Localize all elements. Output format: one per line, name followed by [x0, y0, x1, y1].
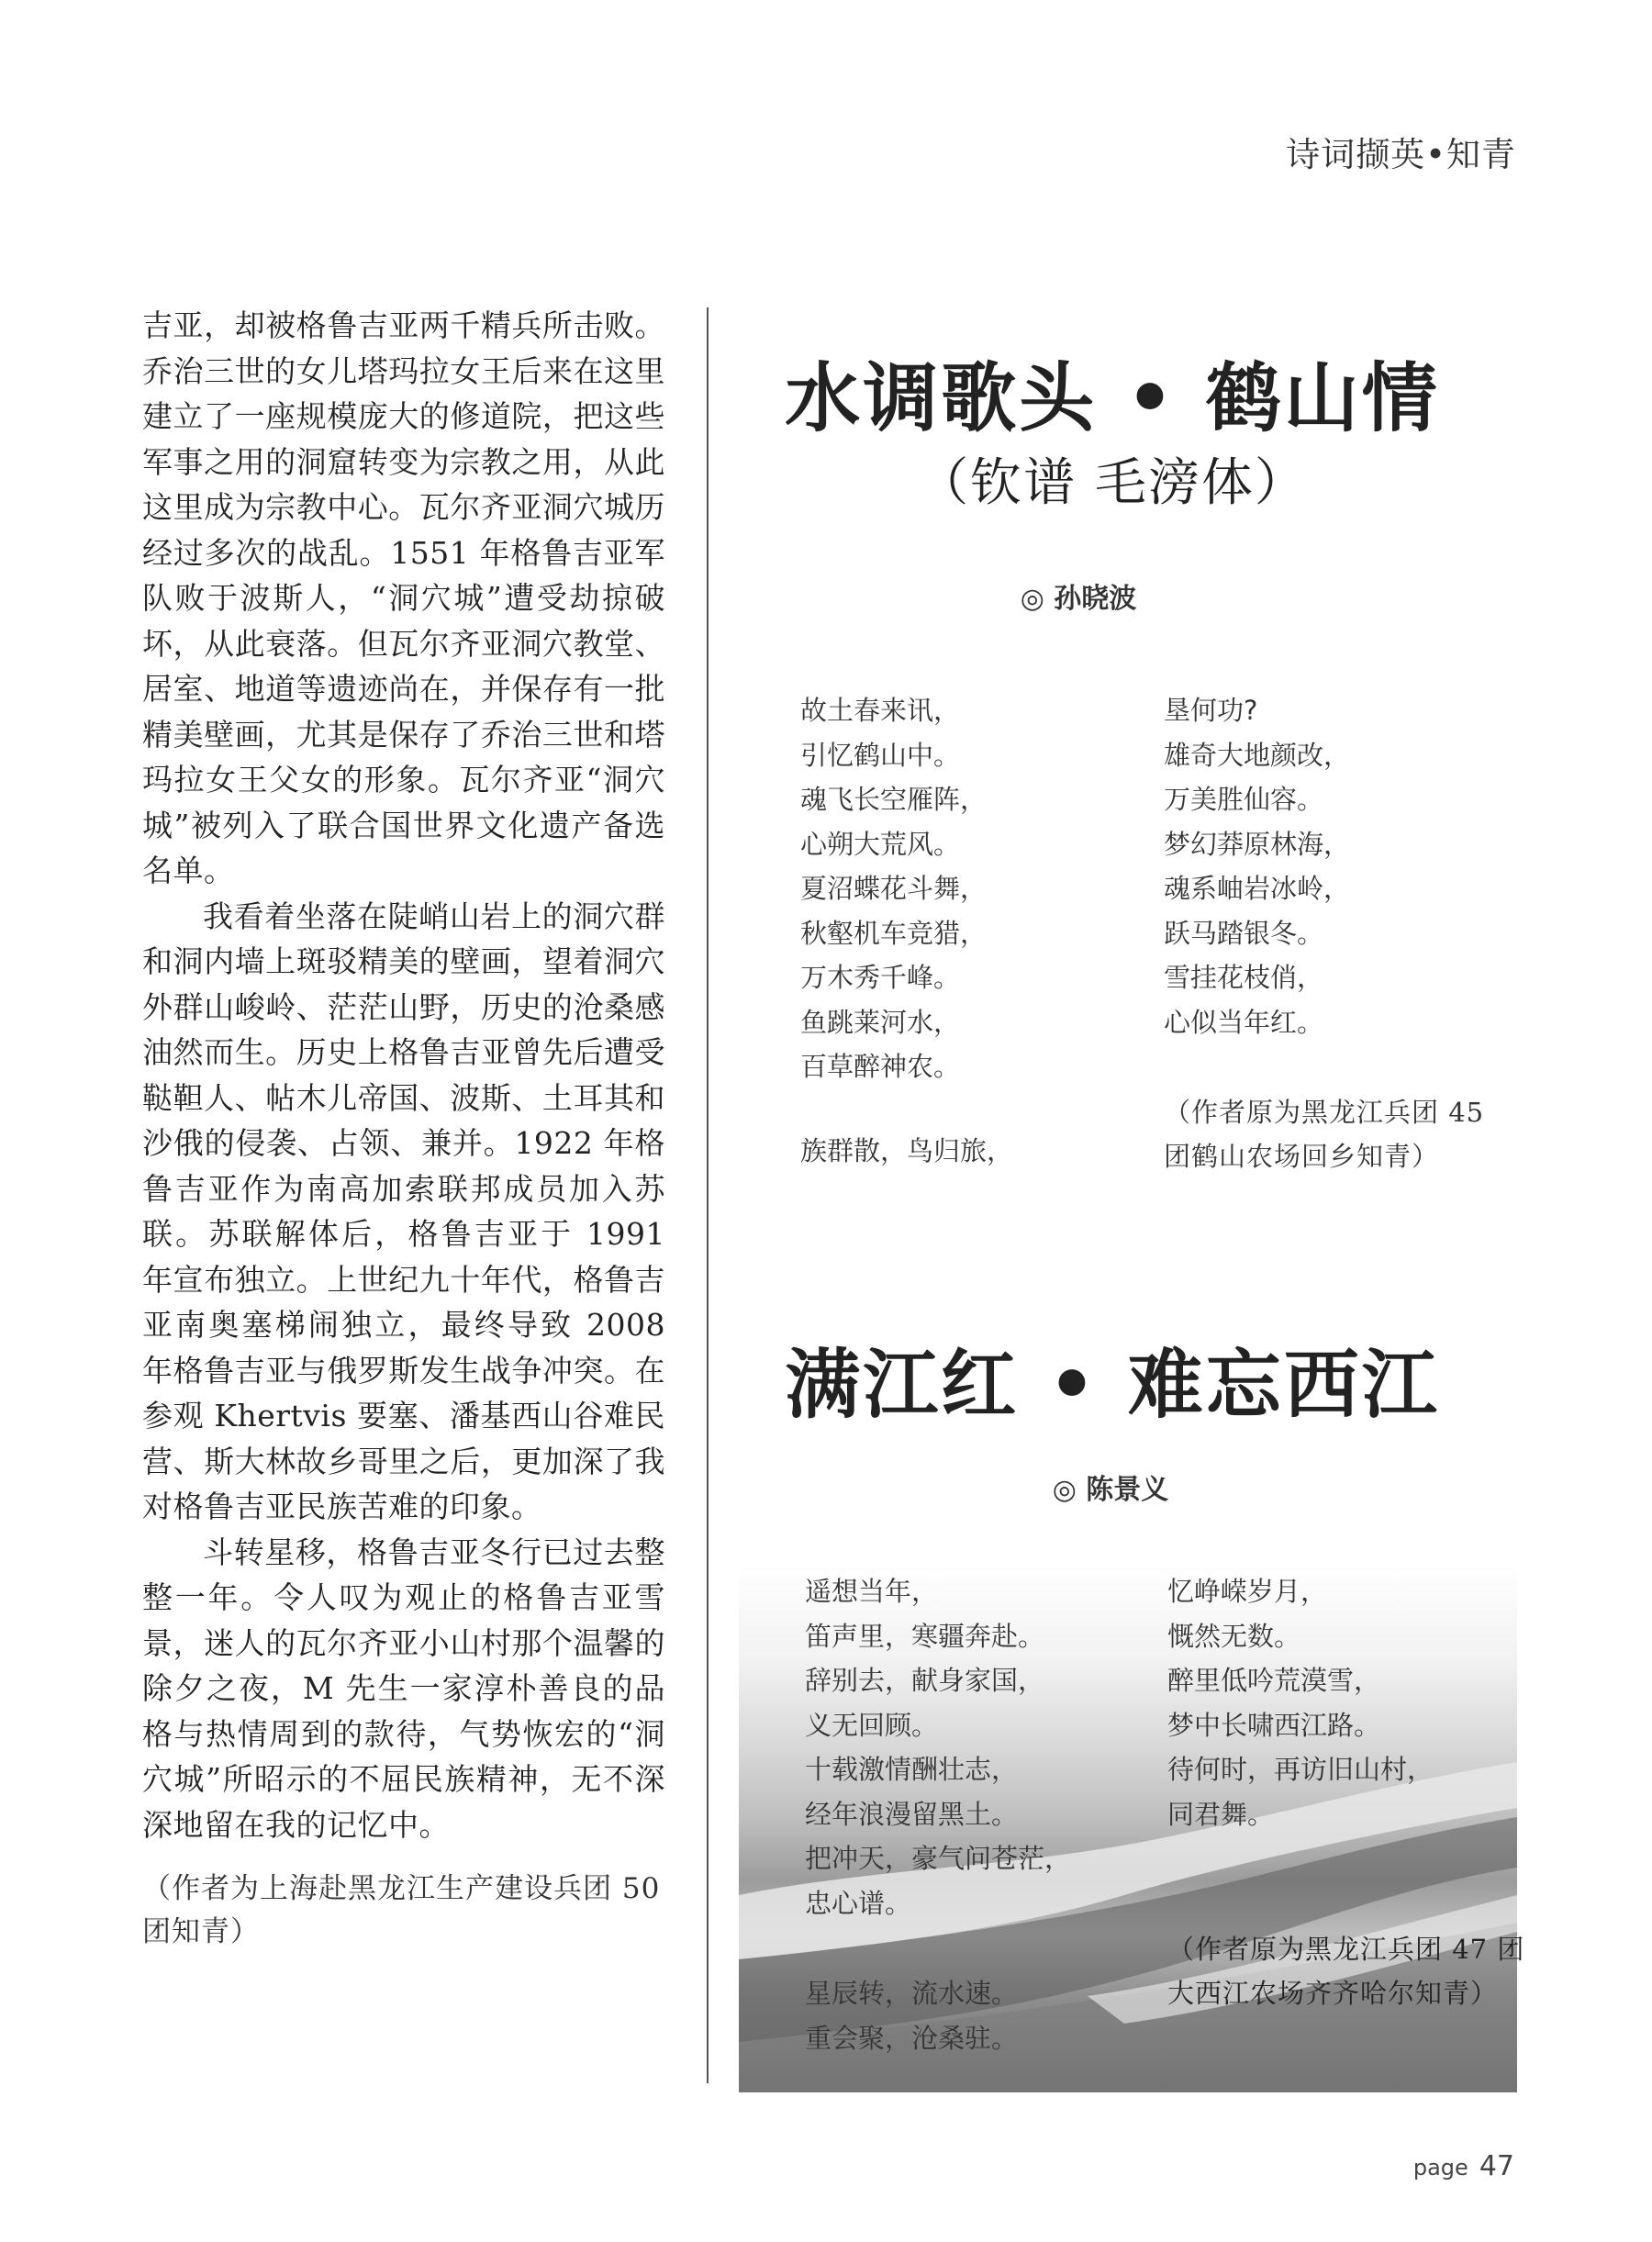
verse-line: 忆峥嵘岁月，: [1167, 1576, 1328, 1607]
page-footer: [1413, 2150, 1514, 2182]
poem2-stanza-a2: [805, 1971, 1018, 2060]
verse-line: 经年浪漫留黑土。: [805, 1798, 1019, 1830]
section-header: 诗词撷英•知青: [1286, 135, 1516, 174]
verse-line: 跃马踏银冬。: [1164, 917, 1324, 949]
column-divider: [707, 307, 709, 2083]
poem1-stanza-a: [800, 688, 987, 1089]
verse-line: 故土春来讯，: [800, 695, 961, 726]
verse-line: 垦何功?: [1164, 695, 1258, 726]
verse-line: 心似当年红。: [1164, 1006, 1324, 1038]
verse-line: 笛声里，寒疆奔赴。: [805, 1620, 1045, 1652]
poem1-author-note: （作者原为黑龙江兵团 45 团鹤山农场回乡知青）: [1164, 1097, 1485, 1172]
poem2-author-note: （作者原为黑龙江兵团 47 团大西江农场齐齐哈尔知青）: [1167, 1934, 1525, 2009]
poem1-author: ◎ 孙晓波: [1020, 583, 1137, 615]
verse-line: 万木秀千峰。: [800, 962, 961, 993]
verse-line: 遥想当年，: [805, 1576, 939, 1607]
article-column: [142, 303, 665, 1954]
poem1-subtitle: （钦谱 毛滂体）: [917, 453, 1308, 513]
page-label: page: [1412, 2155, 1468, 2181]
verse-line: 醉里低吟荒漠雪，: [1167, 1665, 1381, 1696]
verse-line: 慨然无数。: [1167, 1620, 1301, 1652]
verse-line: 忠心谱。: [805, 1887, 912, 1919]
verse-line: 万美胜仙容。: [1164, 784, 1324, 815]
page-number: 47: [1479, 2150, 1514, 2182]
verse-line: 雄奇大地颜改，: [1164, 739, 1351, 771]
verse-line: 辞别去，献身家国，: [805, 1665, 1045, 1696]
poem2-stanza-a: [805, 1569, 1071, 1925]
poem1-stanza-a2: [800, 1129, 1013, 1174]
article-paragraph-2: 我看着坐落在陡峭山岩上的洞穴群和洞内墙上斑驳精美的壁画，望着洞穴外群山峻岭、茫茫山野，历史的沧桑感油然而生。历史上格鲁吉亚曾先后遭受鞑靼人、帖木儿帝国、波斯、土耳其和沙俄的侵袭、占领、兼并。1922 年格鲁吉亚作为南高加索联邦成员加入苏联。苏联解体后，格鲁吉亚于 1991 年宣布独立。上世纪九十年代，格鲁吉亚南奥塞梯闹独立，最终导致 2008 年格鲁吉亚与俄罗斯发生战争冲突。在参观 Khertvis 要塞、潘基西山谷难民营、斯大林故乡哥里之后，更加深了我对格鲁吉亚民族苦难的印象。: [142, 898, 665, 1524]
verse-line: 星辰转，流水速。: [805, 1978, 1019, 2009]
verse-line: 秋壑机车竞猎，: [800, 917, 988, 949]
verse-line: 同君舞。: [1167, 1798, 1275, 1830]
verse-line: 待何时，再访旧山村，: [1167, 1754, 1434, 1785]
article-paragraph-1: 吉亚，却被格鲁吉亚两千精兵所击败。乔治三世的女儿塔玛拉女王后来在这里建立了一座规模庞大的修道院，把这些军事之用的洞窟转变为宗教之用，从此这里成为宗教中心。瓦尔齐亚洞穴城历经过多次的战乱。1551 年格鲁吉亚军队败于波斯人，“洞穴城”遭受劫掠破坏，从此衰落。但瓦尔齐亚洞穴教堂、居室、地道等遗迹尚在，并保存有一批精美壁画，尤其是保存了乔治三世和塔玛拉女王父女的形象。瓦尔齐亚“洞穴城”被列入了联合国世界文化遗产备选名单。: [142, 307, 665, 888]
poem2-title: 满江红 • 难忘西江: [785, 1342, 1440, 1429]
verse-line: 把冲天，豪气问苍茫，: [805, 1843, 1072, 1874]
poem1-title: 水调歌头 • 鹤山情: [785, 355, 1440, 442]
verse-line: 魂系岫岩冰岭，: [1164, 873, 1351, 904]
verse-line: 十载激情酬壮志，: [805, 1754, 1019, 1785]
verse-line: 百草醉神农。: [800, 1051, 961, 1082]
verse-line: 鱼跳莱河水，: [800, 1006, 961, 1038]
poem1-stanza-b: [1164, 688, 1350, 1044]
verse-line: 魂飞长空雁阵，: [800, 784, 988, 815]
verse-line: 引忆鹤山中。: [800, 739, 961, 771]
verse-line: 心朔大荒风。: [800, 828, 961, 860]
verse-line: 重会聚，沧桑驻。: [805, 2022, 1019, 2054]
verse-line: 梦中长啸西江路。: [1167, 1709, 1381, 1741]
poem2-stanza-b: [1167, 1569, 1434, 1836]
poem2-author: ◎ 陈景义: [1052, 1474, 1169, 1506]
verse-line: 族群散，鸟归旅，: [800, 1135, 1014, 1166]
verse-line: 夏沼蝶花斗舞，: [800, 873, 988, 904]
article-author-note: （作者为上海赴黑龙江生产建设兵团 50 团知青）: [142, 1872, 661, 1948]
verse-line: 梦幻莽原林海，: [1164, 828, 1351, 860]
verse-line: 义无回顾。: [805, 1709, 939, 1741]
verse-line: 雪挂花枝俏，: [1164, 962, 1324, 993]
article-paragraph-3: 斗转星移，格鲁吉亚冬行已过去整整一年。令人叹为观止的格鲁吉亚雪景，迷人的瓦尔齐亚小山村那个温馨的除夕之夜，M 先生一家淳朴善良的品格与热情周到的款待，气势恢宏的“洞穴城”所昭示的不屈民族精神，无不深深地留在我的记忆中。: [142, 1534, 665, 1843]
